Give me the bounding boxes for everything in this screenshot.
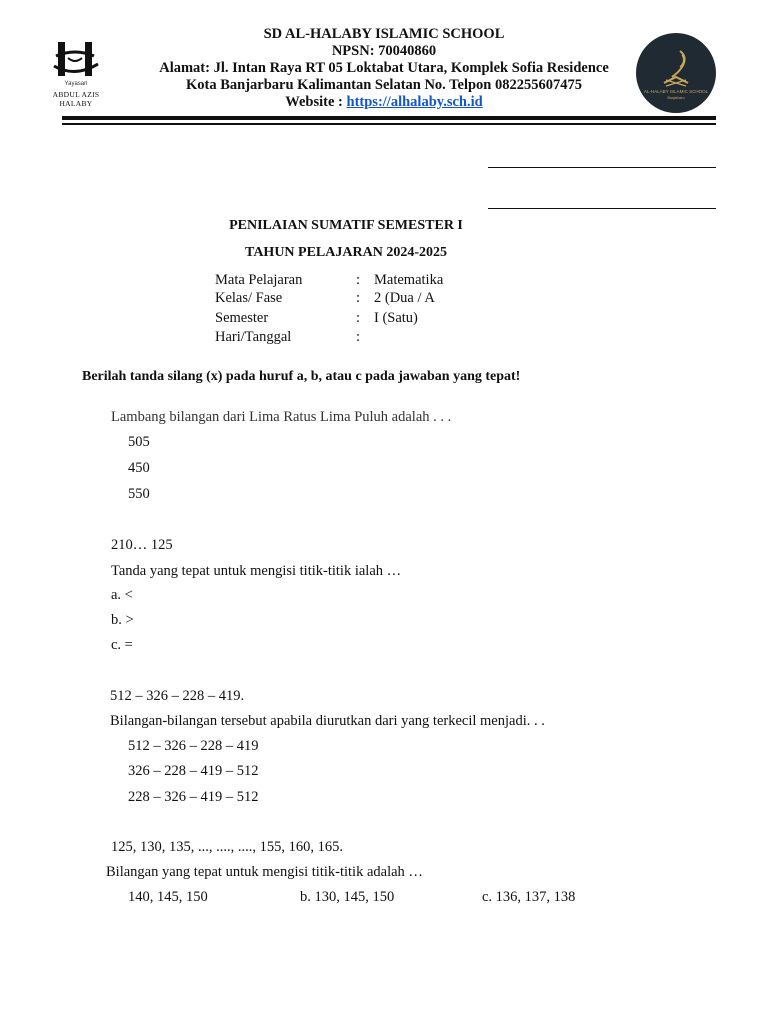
letterhead-rule-thick: [62, 116, 716, 120]
meta-value-semester: I (Satu): [374, 310, 418, 326]
q3-option-c[interactable]: 228 – 326 – 419 – 512: [128, 789, 259, 805]
q2-option-c[interactable]: c. =: [111, 637, 133, 653]
q4-option-c[interactable]: c. 136, 137, 138: [482, 889, 576, 905]
meta-key-subject: Mata Pelajaran: [215, 272, 303, 288]
school-address-line-1: Alamat: Jl. Intan Raya RT 05 Loktabat Utara, Komplek Sofia Residence: [159, 60, 609, 76]
q1-option-a[interactable]: 505: [128, 434, 150, 450]
q3-option-a[interactable]: 512 – 326 – 228 – 419: [128, 738, 259, 754]
q3-option-b[interactable]: 326 – 228 – 419 – 512: [128, 763, 259, 779]
class-line[interactable]: [488, 208, 716, 209]
q2-stem: 210… 125: [111, 537, 173, 553]
exam-title: PENILAIAN SUMATIF SEMESTER I: [229, 218, 463, 233]
meta-colon: :: [356, 290, 361, 306]
question-1: Lambang bilangan dari Lima Ratus Lima Puluh adalah . . .: [111, 409, 452, 425]
meta-key-date: Hari/Tanggal: [215, 329, 292, 345]
meta-value-class: 2 (Dua / A: [374, 290, 435, 306]
meta-key-semester: Semester: [215, 310, 269, 326]
q4-stem: 125, 130, 135, ..., ...., ...., 155, 160, 165.: [111, 839, 343, 855]
website-label: Website :: [285, 94, 347, 110]
q1-option-c[interactable]: 550: [128, 486, 150, 502]
q2-option-a[interactable]: a. <: [111, 587, 133, 603]
school-logo: [636, 33, 716, 113]
q1-option-b[interactable]: 450: [128, 460, 150, 476]
q4-option-b[interactable]: b. 130, 145, 150: [300, 889, 395, 905]
instruction: Berilah tanda silang (x) pada huruf a, b, atau c pada jawaban yang tepat!: [82, 369, 521, 384]
school-logo-subtext: Banjarbaru: [667, 96, 685, 100]
name-line[interactable]: [488, 167, 716, 168]
letterhead-rule-thin: [62, 123, 716, 125]
school-logo-text: AL-HALABY ISLAMIC SCHOOL: [643, 89, 709, 94]
q3-stem: 512 – 326 – 228 – 419.: [110, 688, 245, 704]
meta-colon: :: [356, 329, 361, 345]
school-name: SD AL-HALABY ISLAMIC SCHOOL: [263, 26, 505, 42]
meta-value-subject: Matematika: [374, 272, 444, 288]
school-address-line-2: Kota Banjarbaru Kalimantan Selatan No. Telpon 082255607475: [186, 77, 582, 93]
school-logo-emblem: [636, 33, 716, 113]
question-2: Tanda yang tepat untuk mengisi titik-titik ialah …: [111, 563, 402, 579]
meta-colon: :: [356, 272, 361, 288]
foundation-logo-caption: ABDUL AZIS HALABY: [52, 90, 100, 108]
foundation-logo-caption-small: Yayasan: [64, 81, 88, 87]
question-4: Bilangan yang tepat untuk mengisi titik-titik adalah …: [106, 864, 423, 880]
q4-option-a[interactable]: 140, 145, 150: [128, 889, 208, 905]
website-link[interactable]: https://alhalaby.sch.id: [346, 94, 483, 110]
exam-year: TAHUN PELAJARAN 2024-2025: [245, 245, 447, 260]
q2-option-b[interactable]: b. >: [111, 612, 134, 628]
meta-key-class: Kelas/ Fase: [215, 290, 283, 306]
question-3: Bilangan-bilangan tersebut apabila diurutkan dari yang terkecil menjadi. . .: [110, 713, 545, 729]
npsn: NPSN: 70040860: [331, 43, 437, 59]
meta-colon: :: [356, 310, 361, 326]
